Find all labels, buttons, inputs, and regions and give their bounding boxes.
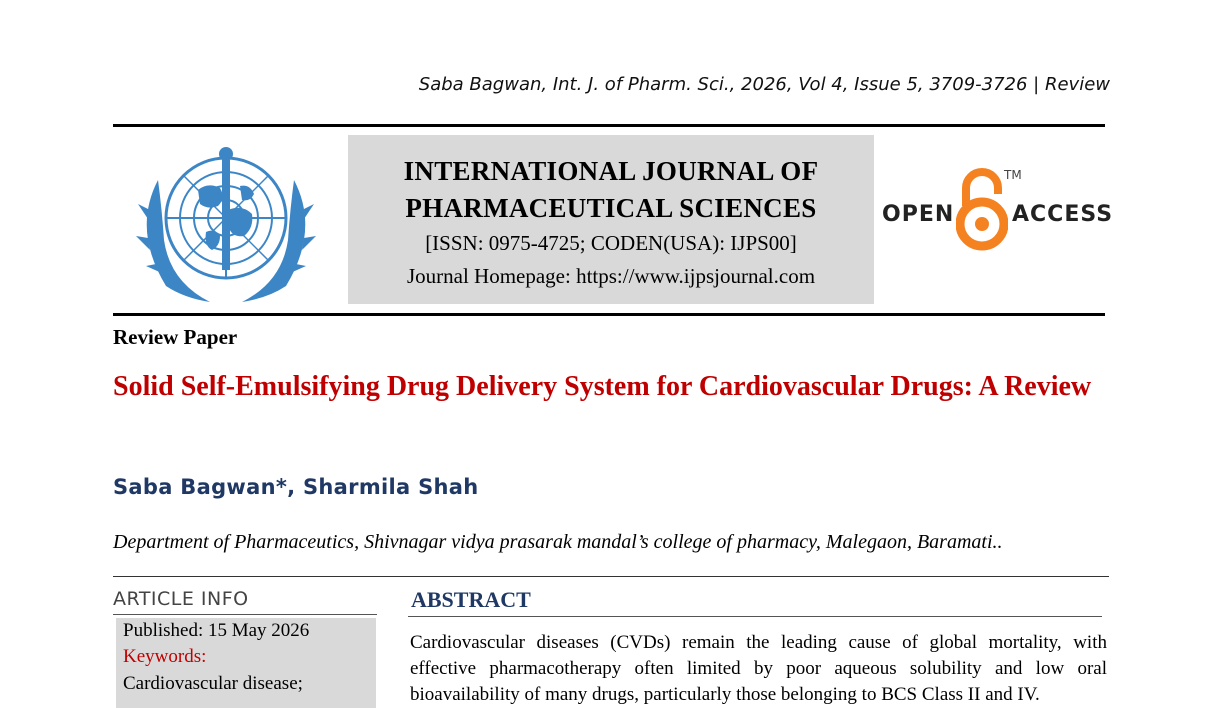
open-access-word-open: OPEN [882,202,955,227]
open-access-logo [880,162,1114,254]
journal-title-line2: PHARMACEUTICAL SCIENCES [405,193,817,223]
abstract-heading: ABSTRACT [411,587,531,612]
masthead-bottom-rule [113,313,1105,316]
abstract-text: Cardiovascular diseases (CVDs) remain the leading cause of global mortality, with effective pharmacotherapy often limited by poor aqueous solubility and low oral bioavailability of many drugs, particularly those belonging to BCS Class II and IV. [410,632,1107,705]
masthead-top-rule [113,124,1105,127]
affiliation-divider [113,576,1109,577]
citation-header: Saba Bagwan, Int. J. of Pharm. Sci., 2026, Vol 4, Issue 5, 3709-3726 | Review [418,74,1110,95]
keywords-label: Keywords: [123,646,207,667]
journal-emblem-logo [128,140,324,306]
keyword-item: Cardiovascular disease; [123,673,303,694]
paper-title: Solid Self-Emulsifying Drug Delivery System for Cardiovascular Drugs: A Review [113,371,1092,402]
open-access-word-access: ACCESS [1012,202,1114,227]
published-date: Published: 15 May 2026 [123,620,310,641]
journal-title-line1: INTERNATIONAL JOURNAL OF [403,156,819,186]
author-list: Saba Bagwan*, Sharmila Shah [113,475,479,499]
trademark-symbol: TM [1004,168,1022,182]
padlock-icon [956,166,1008,252]
journal-homepage[interactable]: Journal Homepage: https://www.ijpsjournal.com [406,264,816,288]
article-info-heading: ARTICLE INFO [113,588,249,610]
paper-type-label: Review Paper [113,325,238,349]
article-info-rule [113,614,377,615]
journal-title-box [348,135,874,304]
issn-line: [ISSN: 0975-4725; CODEN(USA): IJPS00] [425,231,797,255]
abstract-rule [408,616,1102,617]
author-affiliation: Department of Pharmaceutics, Shivnagar vidya prasarak mandal’s college of pharmacy, Malegaon, Baramati.. [113,531,1003,553]
